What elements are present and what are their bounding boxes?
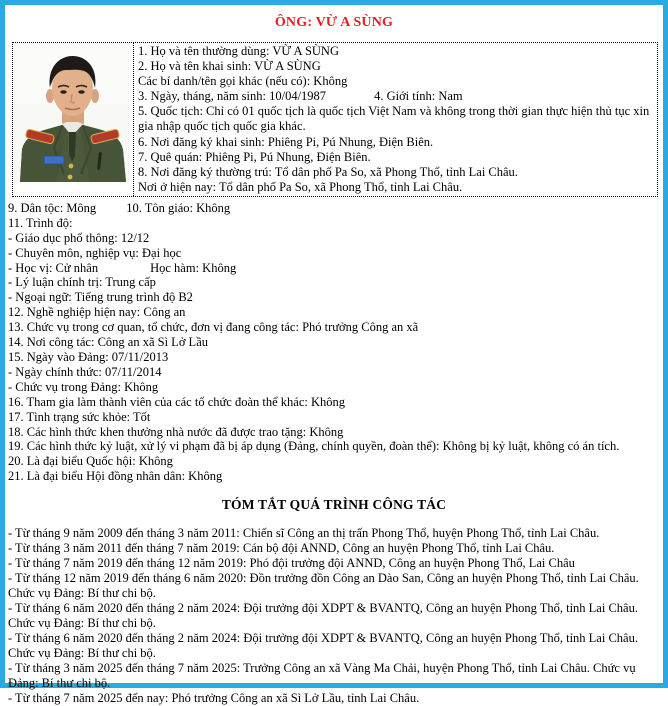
field-line: 7. Quê quán: Phiêng Pi, Pú Nhung, Điện Biên. (138, 149, 371, 164)
work-history-entry: - Từ tháng 3 năm 2011 đến tháng 7 năm 2019: Cán bộ đội ANND, Công an huyện Phong Thổ, tỉnh Lai Châu. (8, 541, 555, 556)
field-line: 5. Quốc tịch: Chỉ có 01 quốc tịch là quốc tịch Việt Nam và không trong thời gian thực hiện thủ tục xin gia nhập quốc tịch quốc gia khác. (138, 104, 650, 134)
field-line: 15. Ngày vào Đảng: 07/11/2013 (8, 350, 169, 364)
field-part: - Học vị: Cử nhân (8, 260, 99, 275)
work-history-section-title: TÓM TẮT QUÁ TRÌNH CÔNG TÁC (221, 497, 447, 513)
field-part: Học hàm: Không (150, 260, 237, 275)
work-history-entry: - Từ tháng 7 năm 2025 đến nay: Phó trưởng Công an xã Sì Lở Lầu, tỉnh Lai Châu. (8, 691, 420, 706)
field-part: 3. Ngày, tháng, năm sinh: 10/04/1987 (138, 89, 327, 104)
field-line (8, 261, 659, 276)
field-line: 2. Họ và tên khai sinh: VỪ A SÙNG (138, 59, 321, 74)
work-history-entry: - Từ tháng 3 năm 2025 đến tháng 7 năm 2025: Trưởng Công an xã Vàng Ma Chải, huyện Phong Thổ, tỉnh Lai Châu. Chức vụ Đảng: Bí thư chi bộ. (8, 661, 636, 691)
detail-fields (5, 200, 663, 484)
field-line: 1. Họ và tên thường dùng: VỪ A SÙNG (138, 44, 339, 58)
field-line: 11. Trình độ: (8, 215, 73, 230)
work-history-entry: - Từ tháng 7 năm 2019 đến tháng 12 năm 2019: Phó đội trưởng đội ANND, Công an huyện Phong Thổ, Lai Châu (8, 556, 575, 571)
field-line: 19. Các hình thức kỷ luật, xử lý vi phạm đã bị áp dụng (Đảng, chính quyền, đoàn thể): Không bị kỷ luật, không có án tích. (8, 439, 620, 454)
field-line: - Chức vụ trong Đảng: Không (8, 379, 159, 394)
personal-info-fields (134, 43, 657, 196)
page-title: ÔNG: VỪ A SÙNG (274, 15, 394, 30)
personal-info-box (12, 42, 658, 197)
field-line: - Giáo dục phổ thông: 12/12 (8, 230, 150, 245)
field-line: - Chuyên môn, nghiệp vụ: Đại học (8, 245, 182, 260)
field-line: 6. Nơi đăng ký khai sinh: Phiêng Pi, Pú Nhung, Điện Biên. (138, 134, 434, 149)
field-line: 17. Tình trạng sức khỏe: Tốt (8, 409, 151, 424)
work-history-entry: - Từ tháng 6 năm 2020 đến tháng 2 năm 2024: Đội trưởng đội XDPT & BVANTQ, Công an huyện Phong Thổ, tỉnh Lai Châu. Chức vụ Đảng: Bí thư chi bộ. (8, 631, 638, 661)
work-history-entry: - Từ tháng 12 năm 2019 đến tháng 6 năm 2020: Đồn trưởng đồn Công an Dào San, Công an huyện Phong Thổ, tỉnh Lai Châu. Chức vụ Đảng: Bí thư chi bộ. (8, 571, 639, 601)
field-part: 4. Giới tính: Nam (374, 89, 463, 104)
field-line: - Ngoại ngữ: Tiếng trung trình độ B2 (8, 290, 193, 305)
work-history-entry: - Từ tháng 6 năm 2020 đến tháng 2 năm 2024: Đội trưởng đội XDPT & BVANTQ, Công an huyện Phong Thổ, tỉnh Lai Châu. Chức vụ Đảng: Bí thư chi bộ. (8, 601, 638, 631)
field-line: 13. Chức vụ trong cơ quan, tổ chức, đơn vị đang công tác: Phó trưởng Công an xã (8, 320, 419, 335)
field-line: 12. Nghề nghiệp hiện nay: Công an (8, 305, 186, 320)
field-line: 8. Nơi đăng ký thường trú: Tổ dân phố Pa So, xã Phong Thổ, tỉnh Lai Châu. (138, 164, 518, 179)
field-line: 18. Các hình thức khen thưởng nhà nước đã được trao tặng: Không (8, 424, 344, 439)
field-part: 9. Dân tộc: Mông (8, 200, 97, 215)
field-line: Các bí danh/tên gọi khác (nếu có): Không (138, 74, 348, 89)
field-line: Nơi ở hiện nay: Tổ dân phố Pa So, xã Phong Thổ, tỉnh Lai Châu. (138, 179, 463, 194)
field-line: - Ngày chính thức: 07/11/2014 (8, 364, 162, 379)
field-line: - Lý luận chính trị: Trung cấp (8, 275, 156, 290)
field-line: 16. Tham gia làm thành viên của các tổ chức đoàn thể khác: Không (8, 394, 345, 409)
field-line (138, 89, 653, 104)
field-part: 10. Tôn giáo: Không (126, 200, 231, 215)
officer-portrait-photo (14, 44, 131, 182)
field-line: 21. Là đại biểu Hội đồng nhân dân: Không (8, 469, 223, 484)
field-line (8, 201, 659, 216)
field-line: 14. Nơi công tác: Công an xã Sì Lở Lầu (8, 335, 208, 350)
id-photo-cell (13, 43, 134, 196)
field-line: 20. Là đại biểu Quốc hội: Không (8, 454, 173, 469)
work-history-list (5, 526, 663, 706)
work-history-entry: - Từ tháng 9 năm 2009 đến tháng 3 năm 2011: Chiến sĩ Công an thị trấn Phong Thổ, huyện Phong Thổ, tỉnh Lai Châu. (8, 526, 600, 541)
